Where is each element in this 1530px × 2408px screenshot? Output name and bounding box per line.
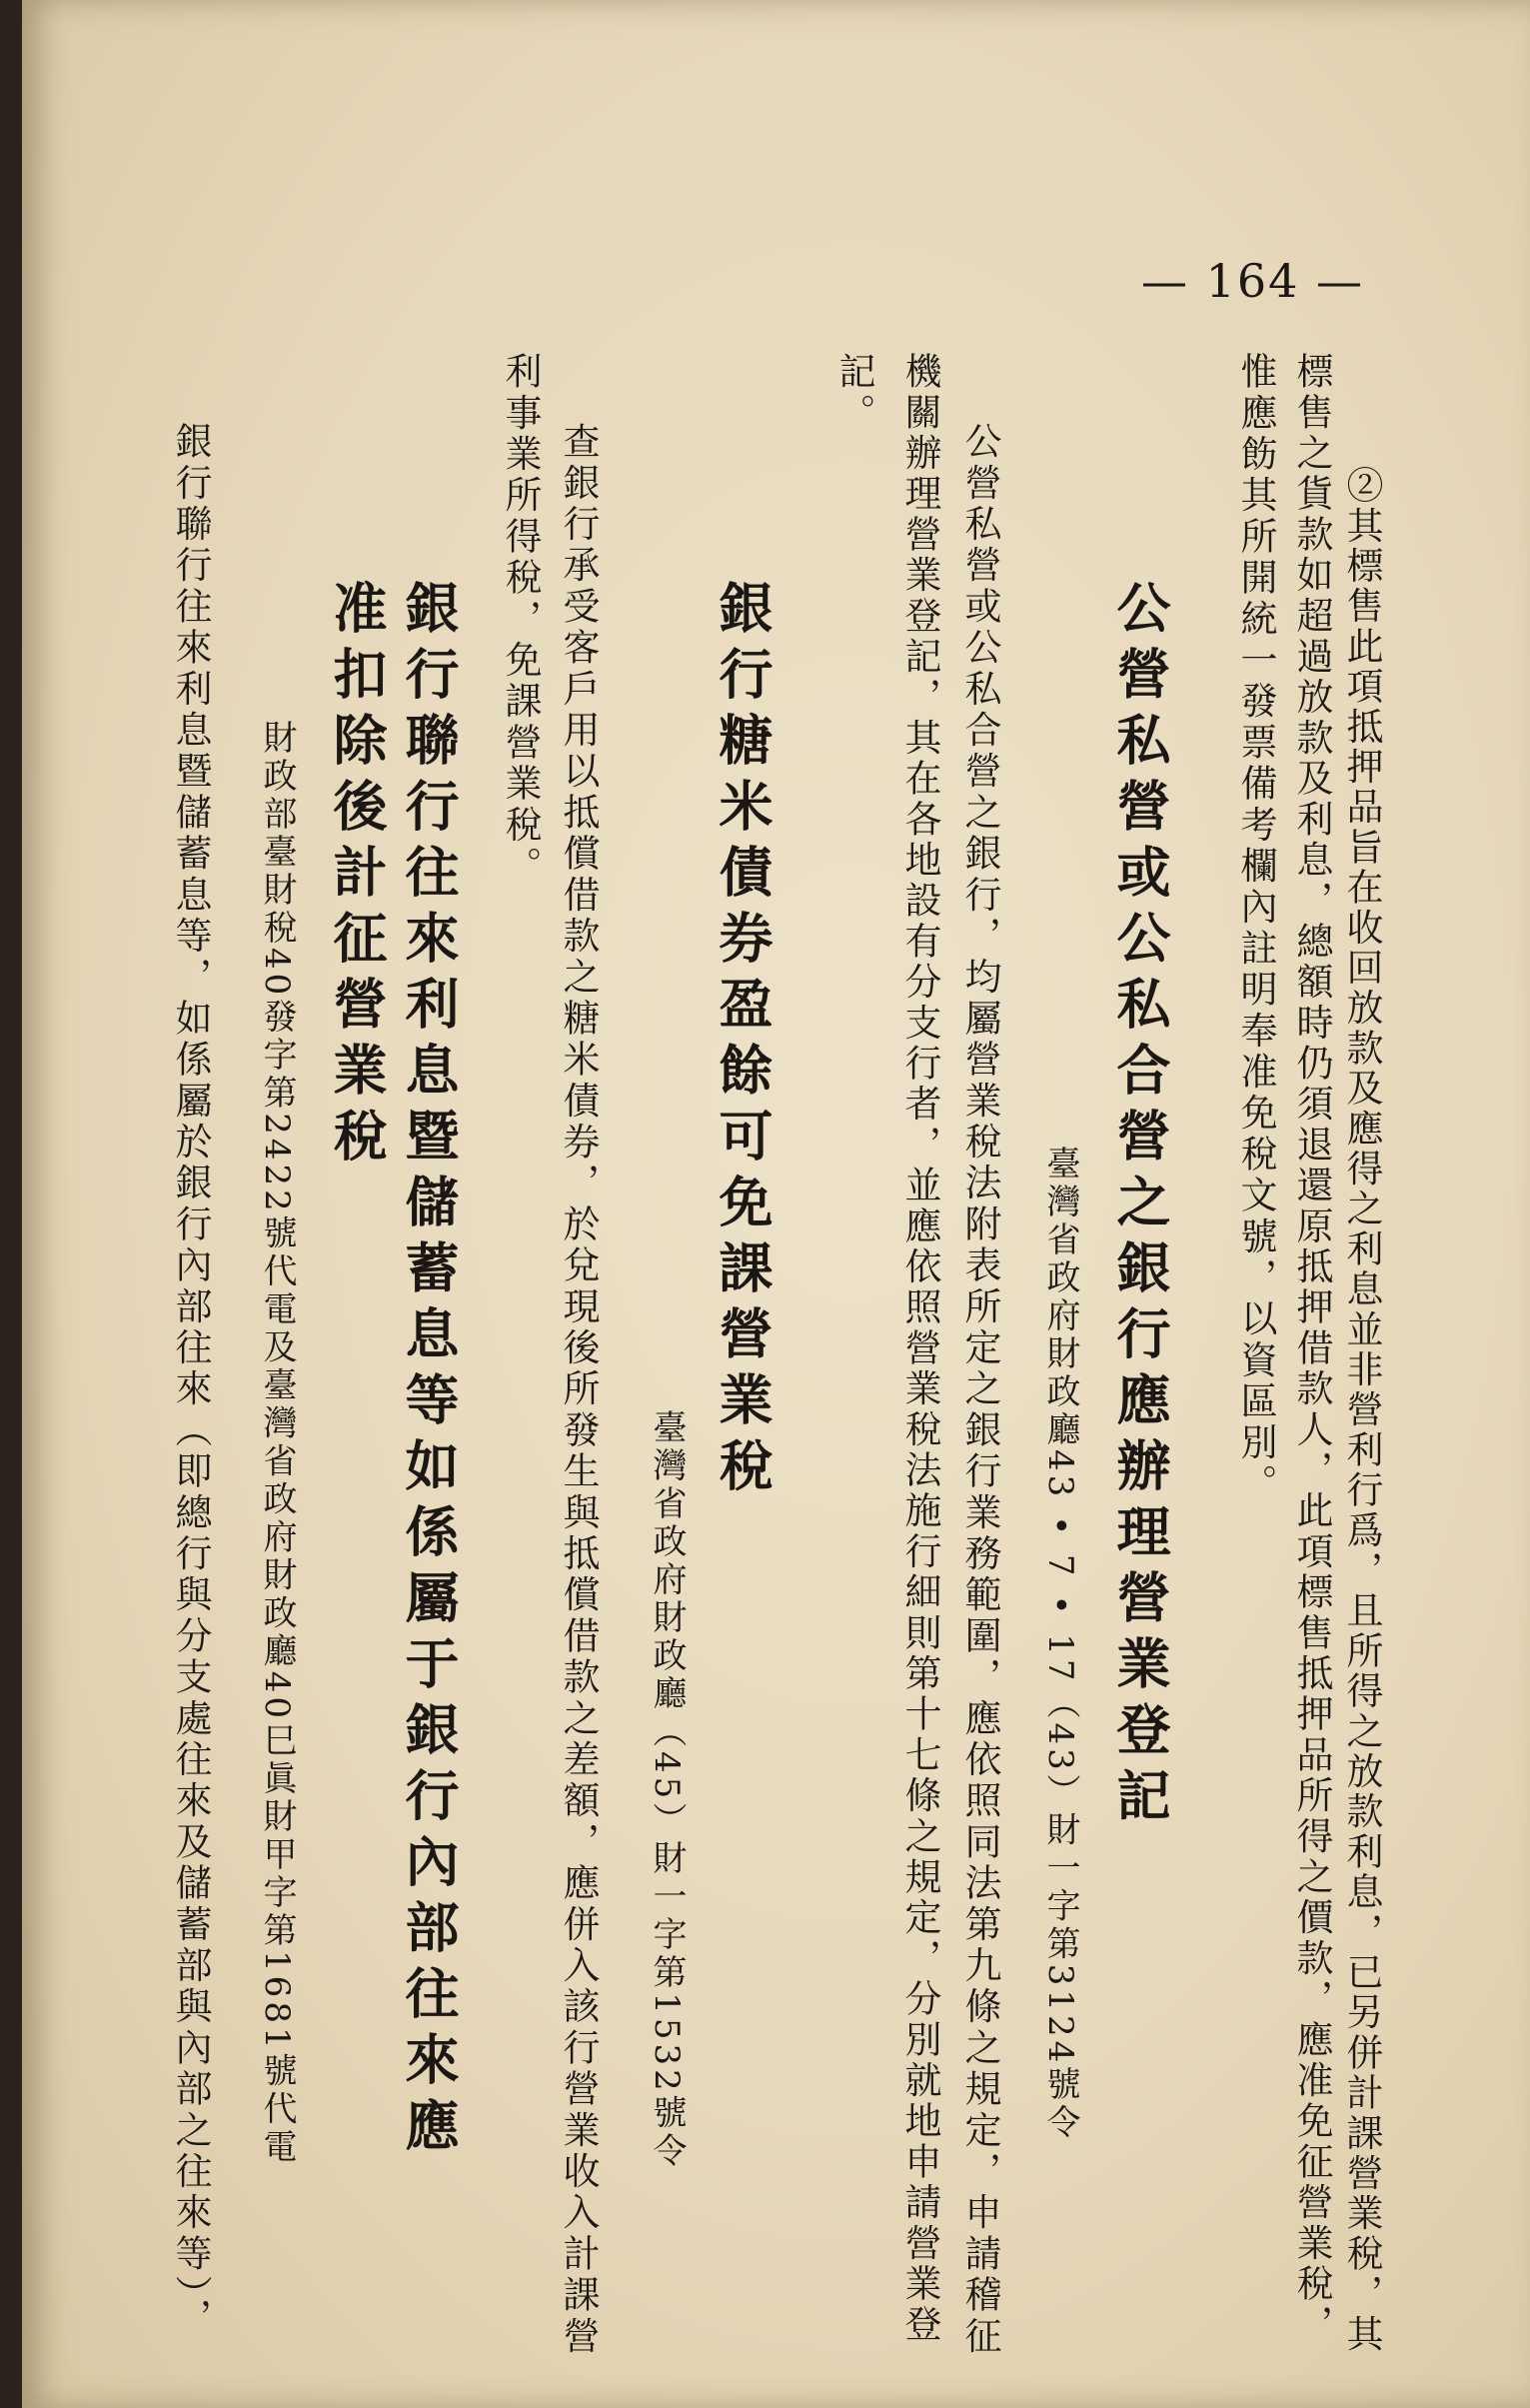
text-line: 查銀行承受客戶用以抵償借款之糖米債券，於兌現後所發生與抵償借款之差額，應併入該行營業收入計課營 xyxy=(557,422,600,2358)
source-citation: 臺灣省政府財政廳（45）財一字第1532號令 xyxy=(647,1409,687,2171)
text-line: 利事業所得稅，免課營業稅。 xyxy=(499,352,542,888)
document-page xyxy=(22,0,1530,2408)
source-citation: 臺灣省政府財政廳43 • 7 • 17（43）財一字第3124號令 xyxy=(1040,1146,1080,2143)
section-heading: 公營私營或公私合營之銀行應辦理營業登記 xyxy=(1108,580,1172,1833)
section-heading: 准扣除後計征營業稅 xyxy=(325,580,389,1174)
source-citation: 財政部臺財稅40發字第2422號代電及臺灣省政府財政廳40巳眞財甲字第1681號代電 xyxy=(257,720,297,2167)
text-line: 銀行聯行往來利息暨儲蓄息等，如係屬於銀行內部往來（即總行與分支處往來及儲蓄部與內部之往來等）， xyxy=(169,422,212,2339)
text-line: ②其標售此項抵押品旨在收回放款及應得之利息並非營利行爲，且所得之放款利息，已另併計課營業稅，其 xyxy=(1340,466,1383,2355)
text-line: 記。 xyxy=(832,352,875,435)
section-heading: 銀行聯行往來利息暨儲蓄息等如係屬于銀行內部往來應 xyxy=(397,580,461,2163)
text-line: 惟應飭其所開統一發票備考欄內註明奉准免稅文號，以資區別。 xyxy=(1234,352,1277,1505)
page-number: — 164 — xyxy=(1141,254,1365,308)
text-line: 標售之貨款如超過放款及利息，總額時仍須退還原抵押借款人，此項標售抵押品所得之價款，應准免征營業稅， xyxy=(1290,352,1333,2346)
text-line: 機關辦理營業登記，其在各地設有分支行者，並應依照營業稅法施行細則第十七條之規定，分別就地申請營業登 xyxy=(898,352,941,2346)
section-heading: 銀行糖米債券盈餘可免課營業稅 xyxy=(711,580,774,1503)
text-line: 公營私營或公私合營之銀行，均屬營業稅法附表所定之銀行業務範圍，應依照同法第九條之規定，申請稽征 xyxy=(958,422,1001,2358)
